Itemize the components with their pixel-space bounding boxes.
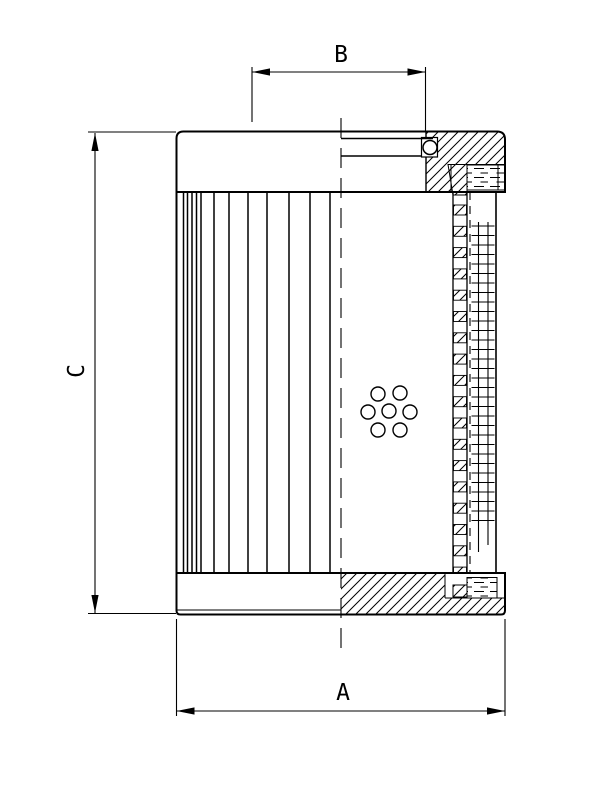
perforation-hole	[382, 404, 396, 418]
dimension-a-arrow	[177, 707, 195, 714]
perforation-square	[454, 525, 467, 535]
perforation-square	[454, 546, 467, 556]
perforation-square	[454, 312, 467, 322]
perforation-square	[454, 461, 467, 471]
perforation-holes	[361, 386, 417, 437]
dimension-c-arrow	[91, 133, 98, 151]
dimension-c-arrow	[91, 595, 98, 613]
perforation-square	[454, 482, 467, 492]
perforation-square	[454, 248, 467, 258]
o-ring	[423, 141, 437, 155]
perforation-square	[454, 354, 467, 364]
perforation-hole	[371, 387, 385, 401]
perforation-hole	[393, 386, 407, 400]
core-tube-bottom-insert	[453, 585, 467, 597]
top-cap-rim	[498, 165, 505, 190]
dimension-a-arrow	[487, 707, 505, 714]
perforation-hole	[361, 405, 375, 419]
dimension-b-label: B	[334, 42, 348, 68]
inner-core-tube	[453, 192, 470, 597]
perforation-square	[454, 375, 467, 385]
outer-support-mesh	[472, 192, 497, 573]
perforation-square	[454, 205, 467, 215]
perforation-hole	[393, 423, 407, 437]
dimension-b-arrow	[252, 68, 270, 75]
dimension-c-label: C	[64, 364, 90, 378]
perforation-square	[454, 418, 467, 428]
perforation-square	[454, 226, 467, 236]
perforation-square	[454, 290, 467, 300]
perforation-square	[454, 269, 467, 279]
perforation-square	[454, 397, 467, 407]
perforation-hole	[371, 423, 385, 437]
media-end-seal-bottom	[467, 578, 497, 599]
perforation-hole	[403, 405, 417, 419]
perforation-square	[454, 439, 467, 449]
dimension-a-label: A	[336, 680, 350, 706]
dimension-b-arrow	[408, 68, 426, 75]
perforation-square	[454, 333, 467, 343]
perforation-square	[454, 503, 467, 513]
media-end-seal-top	[467, 165, 498, 190]
pleated-filter-media	[177, 192, 331, 573]
